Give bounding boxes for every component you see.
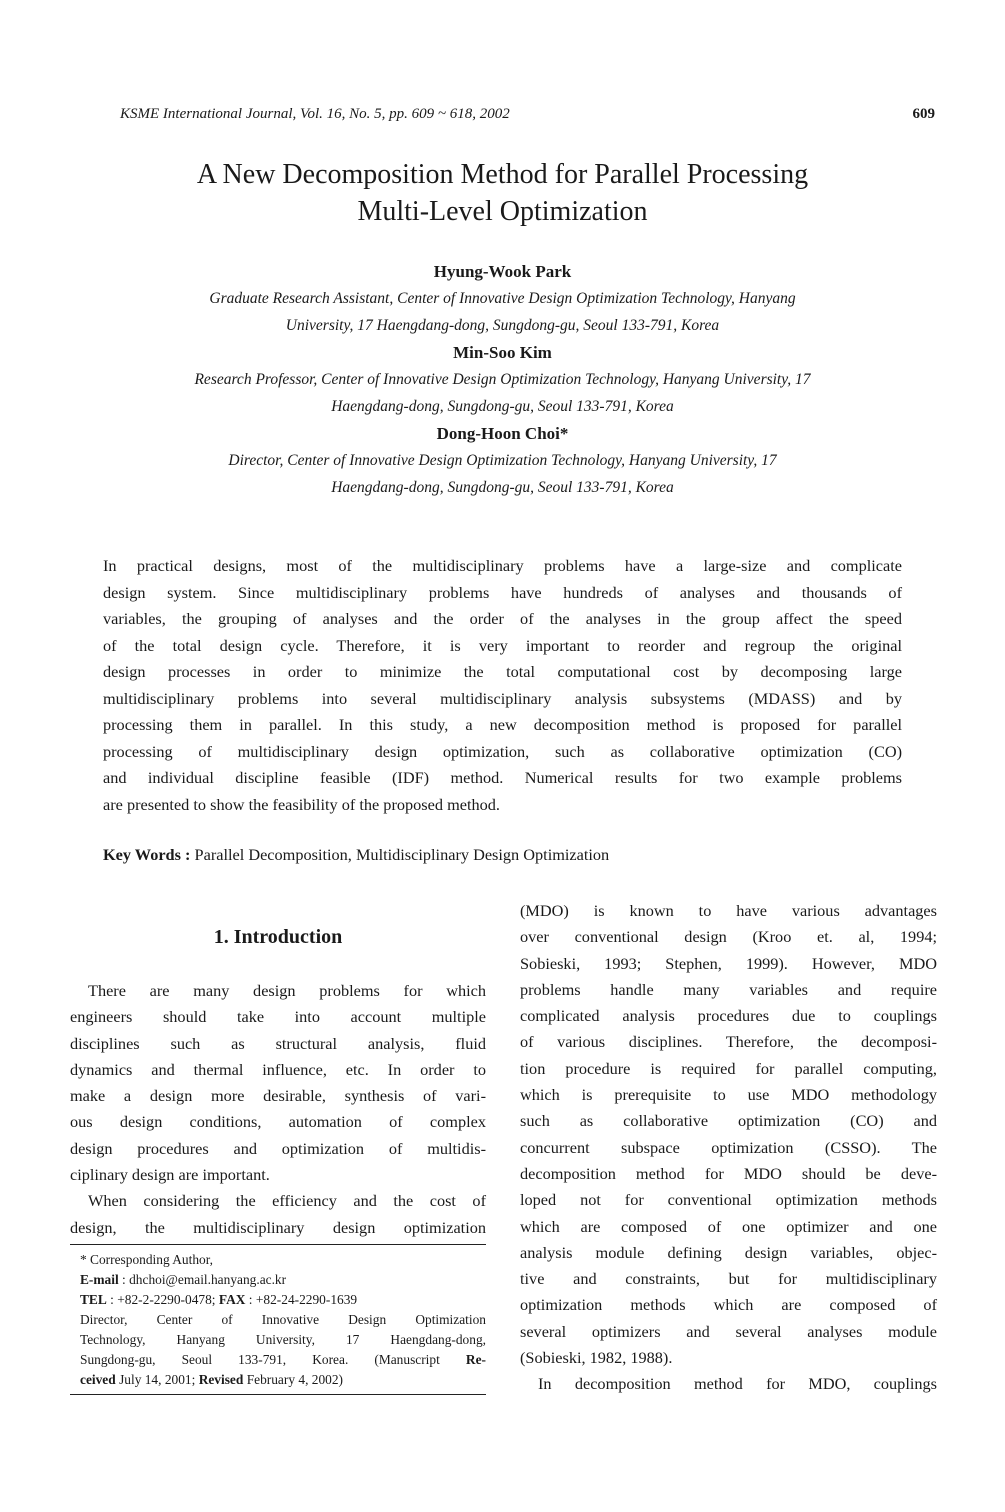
section-heading: 1. Introduction [213, 926, 343, 948]
body-line: make a design more desirable, synthesis of vari- [70, 1086, 486, 1106]
email-label: E-mail [80, 1272, 119, 1287]
author-affiliation [40, 447, 965, 501]
body-line: tion procedure is required for parallel computing, [520, 1058, 937, 1078]
journal-citation: KSME International Journal, Vol. 16, No. 5, pp. 609 ~ 618, 2002 [120, 106, 510, 122]
footnote-dates [80, 1370, 486, 1390]
author-affiliation [40, 285, 965, 339]
abstract-line: are presented to show the feasibility of the proposed method. [103, 794, 500, 814]
body-line: There are many design problems for which [88, 981, 486, 1000]
author-name: Dong-Hoon Choi* [436, 424, 569, 443]
tel-label: TEL [80, 1292, 107, 1307]
fax-value: : +82-24-2290-1639 [248, 1292, 358, 1307]
title-line-2: Multi-Level Optimization [357, 196, 648, 227]
body-line: complicated analysis procedures due to couplings [520, 1006, 937, 1026]
body-line: over conventional design (Kroo et. al, 1994; [520, 927, 937, 947]
body-line: disciplines such as structural analysis, fluid [70, 1033, 486, 1053]
footnote-address-text: Sungdong-gu, Seoul 133-791, Korea. (Manuscript [80, 1352, 440, 1367]
received-label: ceived [80, 1372, 116, 1387]
keywords [103, 845, 609, 865]
right-column-text [520, 898, 937, 1398]
body-line: When considering the efficiency and the cost of [88, 1191, 486, 1211]
affiliation-line: Haengdang-dong, Sungdong-gu, Seoul 133-791, Korea [331, 479, 674, 496]
body-line: optimization methods which are composed of [520, 1295, 937, 1315]
body-line: several optimizers and several analyses module [520, 1321, 937, 1341]
abstract-line: variables, the grouping of analyses and the order of the analyses in the group affect the speed [103, 609, 902, 628]
author-affiliation [40, 366, 965, 420]
keywords-text: Parallel Decomposition, Multidisciplinary Design Optimization [194, 845, 610, 864]
body-line: concurrent subspace optimization (CSSO). The [520, 1137, 937, 1157]
body-line: engineers should take into account multiple [70, 1007, 486, 1027]
footnote-address-line: Technology, Hanyang University, 17 Haengdang-dong, [80, 1332, 486, 1347]
body-line: dynamics and thermal influence, etc. In order to [70, 1059, 486, 1079]
body-line: problems handle many variables and require [520, 979, 937, 999]
footnote-address-line: Director, Center of Innovative Design Optimization [80, 1312, 486, 1327]
body-line: design, the multidisciplinary design optimization [70, 1217, 486, 1237]
page-number: 609 [912, 106, 935, 122]
body-line: (Sobieski, 1982, 1988). [520, 1348, 673, 1368]
abstract-line: multidisciplinary problems into several multidisciplinary analysis subsystems (MDASS) and by [103, 688, 902, 708]
body-line: such as collaborative optimization (CO) and [520, 1111, 937, 1131]
left-column-text [70, 978, 486, 1241]
fax-label: FAX [218, 1292, 246, 1307]
body-line: analysis module defining design variables, objec- [520, 1242, 937, 1262]
body-line: ous design conditions, automation of complex [70, 1112, 486, 1132]
body-line: Sobieski, 1993; Stephen, 1999). However, MDO [520, 953, 937, 973]
footnote-phone [80, 1290, 486, 1310]
body-line: loped not for conventional optimization methods [520, 1190, 937, 1210]
body-line: which is prerequisite to use MDO methodology [520, 1085, 937, 1105]
tel-value: : +82-2-2290-0478; [110, 1292, 216, 1307]
body-line: which are composed of one optimizer and one [520, 1216, 937, 1236]
abstract-line: of the total design cycle. Therefore, it is very important to reorder and regroup the original [103, 635, 902, 655]
received-date: July 14, 2001; [119, 1372, 196, 1387]
affiliation-line: Research Professor, Center of Innovative Design Optimization Technology, Hanyang University, 17 [194, 371, 811, 388]
footnote-rule-top [70, 1244, 486, 1245]
received-pre: Re- [465, 1352, 486, 1367]
revised-date: February 4, 2002) [246, 1372, 344, 1387]
abstract [103, 553, 902, 818]
email-value: : dhchoi@email.hanyang.ac.kr [122, 1272, 287, 1287]
affiliation-line: Director, Center of Innovative Design Optimization Technology, Hanyang University, 17 [228, 452, 777, 469]
abstract-line: processing them in parallel. In this study, a new decomposition method is proposed for parallel [103, 715, 902, 734]
author-name: Hyung-Wook Park [433, 262, 572, 281]
author-name: Min-Soo Kim [453, 343, 552, 362]
body-line: design procedures and optimization of multidis- [70, 1138, 486, 1158]
author-block [40, 258, 965, 501]
keywords-label: Key Words : [103, 845, 191, 864]
body-line: decomposition method for MDO should be deve- [520, 1163, 937, 1183]
footnote-rule-bottom [70, 1394, 486, 1395]
body-line: of various disciplines. Therefore, the decomposi- [520, 1032, 937, 1052]
affiliation-line: Graduate Research Assistant, Center of Innovative Design Optimization Technology, Hanyang [209, 290, 796, 307]
abstract-line: In practical designs, most of the multidisciplinary problems have a large-size and complicate [103, 556, 902, 575]
body-line: tive and constraints, but for multidisciplinary [520, 1269, 937, 1289]
footnote-address-line-pre [80, 1350, 486, 1370]
affiliation-line: Haengdang-dong, Sungdong-gu, Seoul 133-791, Korea [331, 398, 674, 415]
revised-label: Revised [198, 1372, 244, 1387]
abstract-line: design processes in order to minimize the total computational cost by decomposing large [103, 662, 902, 681]
footnote-email [80, 1270, 486, 1290]
footnote-corresponding: * Corresponding Author, [80, 1252, 213, 1267]
abstract-line: design system. Since multidisciplinary problems have hundreds of analyses and thousands of [103, 582, 902, 602]
abstract-line: and individual discipline feasible (IDF) method. Numerical results for two example problems [103, 768, 902, 787]
title-line-1: A New Decomposition Method for Parallel Processing [196, 159, 809, 190]
footnote [80, 1250, 486, 1390]
affiliation-line: University, 17 Haengdang-dong, Sungdong-gu, Seoul 133-791, Korea [285, 317, 720, 334]
body-line: (MDO) is known to have various advantages [520, 901, 937, 920]
abstract-line: processing of multidisciplinary design optimization, such as collaborative optimization (CO) [103, 741, 902, 761]
body-line: ciplinary design are important. [70, 1165, 270, 1185]
running-header [120, 106, 935, 128]
paper-title [60, 156, 945, 230]
body-line: In decomposition method for MDO, couplings [538, 1374, 937, 1394]
